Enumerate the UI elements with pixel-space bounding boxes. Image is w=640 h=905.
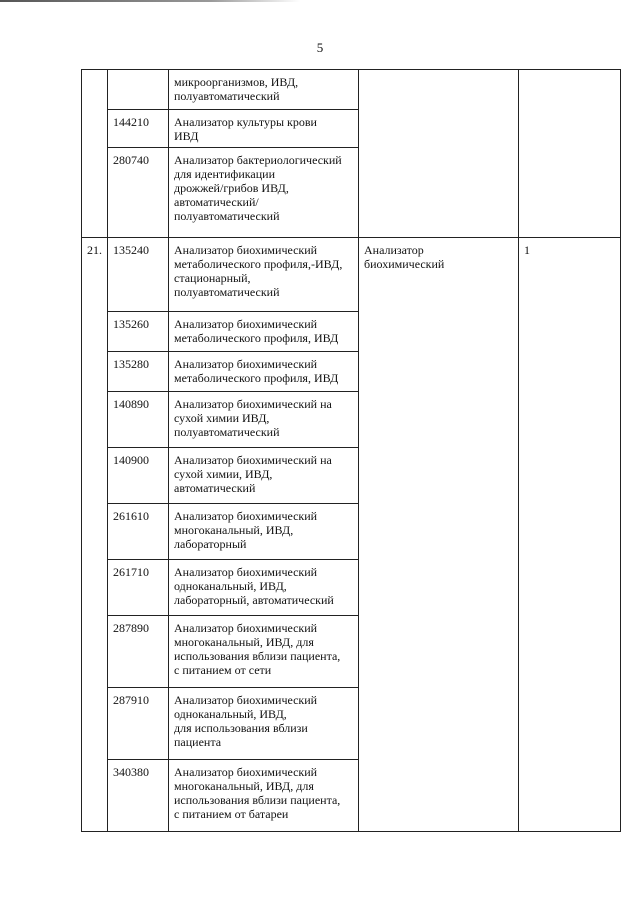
device-name: Анализатор бактериологический для идентификации дрожжей/грибов ИВД, автоматический/ полуавтоматический bbox=[169, 148, 359, 238]
device-name: Анализатор биохимический многоканальный, ИВД, для использования вблизи пациента, с питанием от батареи bbox=[169, 760, 359, 832]
equipment-quantity: 1 bbox=[519, 238, 621, 832]
item-number: 21. bbox=[82, 238, 108, 832]
device-name: Анализатор биохимический метаболического профиля,-ИВД, стационарный, полуавтоматический bbox=[169, 238, 359, 312]
device-name: Анализатор биохимический многоканальный, ИВД, лабораторный bbox=[169, 504, 359, 560]
device-code: 140900 bbox=[108, 448, 169, 504]
device-code: 340380 bbox=[108, 760, 169, 832]
item-number bbox=[82, 70, 108, 238]
scan-edge-line bbox=[0, 0, 300, 2]
device-code: 135280 bbox=[108, 352, 169, 392]
device-name: микроорганизмов, ИВД, полуавтоматический bbox=[169, 70, 359, 110]
device-name: Анализатор культуры крови ИВД bbox=[169, 110, 359, 148]
table-row bbox=[82, 70, 621, 110]
equipment-quantity bbox=[519, 70, 621, 238]
device-name: Анализатор биохимический одноканальный, ИВД, для использования вблизи пациента bbox=[169, 688, 359, 760]
equipment-category bbox=[359, 70, 519, 238]
device-code: 287910 bbox=[108, 688, 169, 760]
device-code: 261610 bbox=[108, 504, 169, 560]
device-code: 135260 bbox=[108, 312, 169, 352]
device-code: 261710 bbox=[108, 560, 169, 616]
equipment-table bbox=[81, 69, 621, 832]
device-name: Анализатор биохимический одноканальный, ИВД, лабораторный, автоматический bbox=[169, 560, 359, 616]
device-name: Анализатор биохимический на сухой химии ИВД, полуавтоматический bbox=[169, 392, 359, 448]
device-name: Анализатор биохимический многоканальный, ИВД, для использования вблизи пациента, с питанием от сети bbox=[169, 616, 359, 688]
equipment-table-body bbox=[82, 70, 621, 832]
device-code: 144210 bbox=[108, 110, 169, 148]
equipment-category: Анализатор биохимический bbox=[359, 238, 519, 832]
device-code: 135240 bbox=[108, 238, 169, 312]
device-code: 140890 bbox=[108, 392, 169, 448]
device-code: 280740 bbox=[108, 148, 169, 238]
device-name: Анализатор биохимический метаболического профиля, ИВД bbox=[169, 312, 359, 352]
table-row bbox=[82, 238, 621, 312]
device-code: 287890 bbox=[108, 616, 169, 688]
page-number: 5 bbox=[316, 40, 324, 55]
device-name: Анализатор биохимический на сухой химии, ИВД, автоматический bbox=[169, 448, 359, 504]
device-name: Анализатор биохимический метаболического профиля, ИВД bbox=[169, 352, 359, 392]
device-code bbox=[108, 70, 169, 110]
